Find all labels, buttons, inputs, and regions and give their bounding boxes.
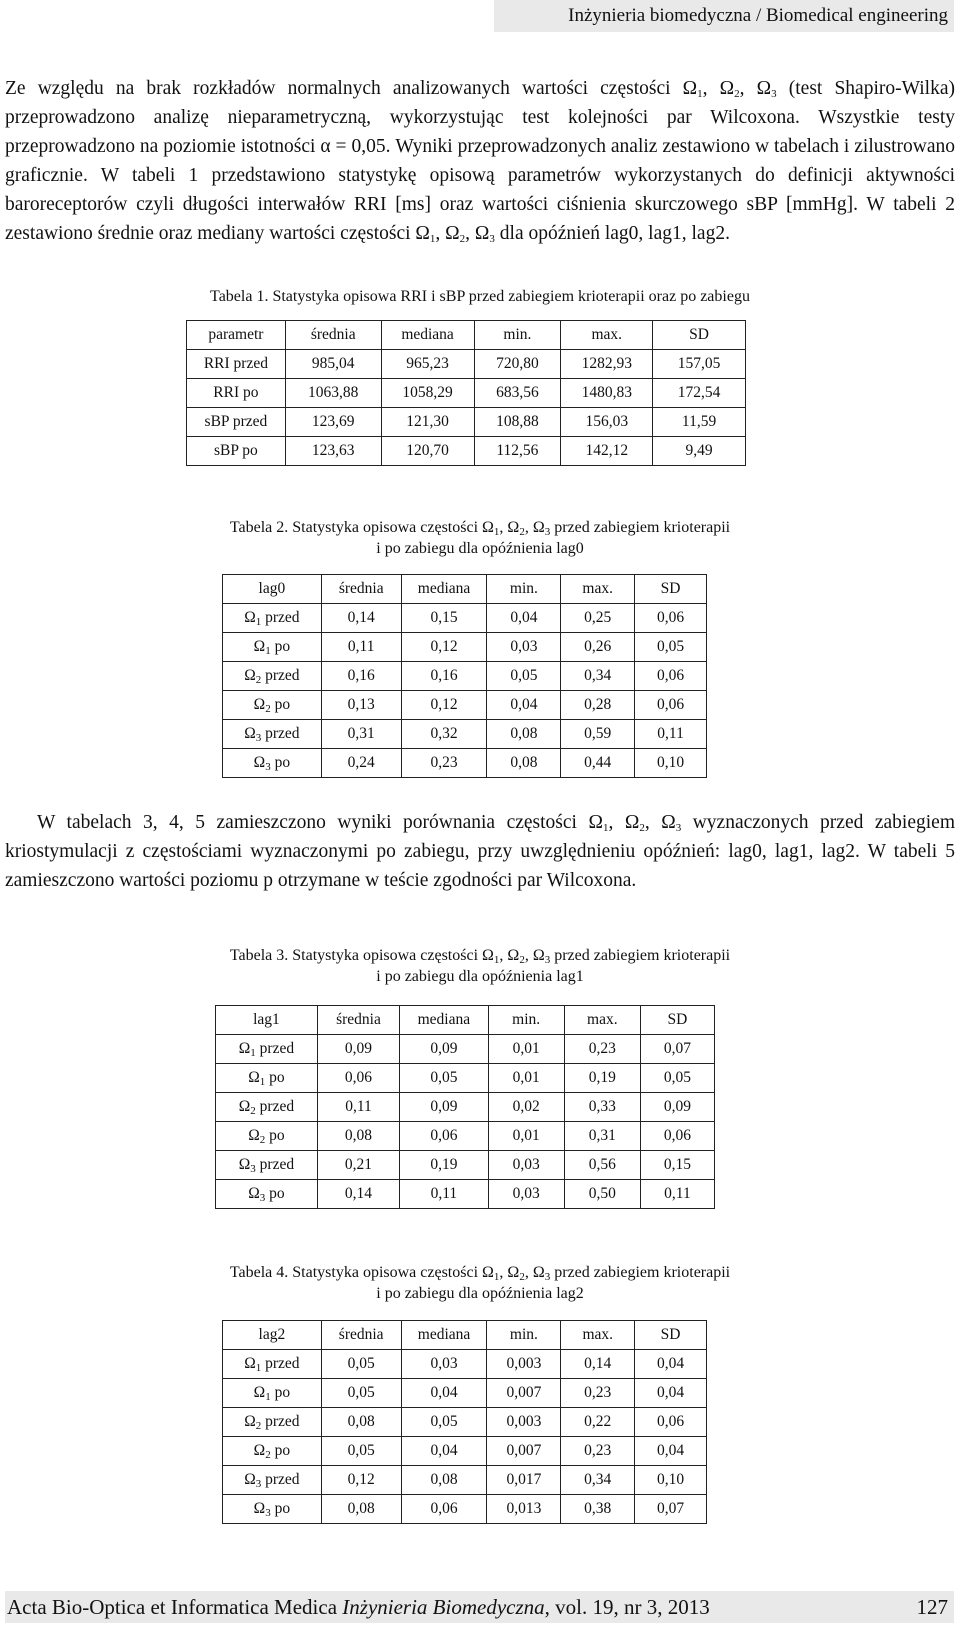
table-cell: 0,003 [487,1350,561,1379]
table-cell: 0,01 [488,1035,564,1064]
table-header-cell: średnia [317,1006,399,1035]
table-cell: 0,01 [488,1122,564,1151]
table-header-cell: min. [487,575,561,604]
table-header-cell: max. [561,575,635,604]
table-cell: 0,11 [635,720,707,749]
row-label: $\Omega_3$ po [223,749,322,778]
table-cell: 0,21 [317,1151,399,1180]
paragraph-text: Ze względu na brak rozkładów normalnych analizowanych wartości częstości $\Omega_1$, $\Omega_2$, $\Omega_3$ (test Shapiro-Wilka) przeprowadzono analizę nieparametryczną, wykorzystując test kolejności par Wilcoxona. Wszystkie testy przeprowadzono na poziomie istotności α = 0,05. Wyniki przeprowadzonych analiz zestawiono w tabelach i zilustrowano graficznie. W tabeli 1 przedstawiono statystykę opisową parametrów wykorzystanych do definicji aktywności baroreceptorów czyli długości interwałów RRI [ms] oraz wartości ciśnienia skurczowego sBP [mmHg]. W tabeli 2 zestawiono średnie oraz mediany wartości częstości $\Omega_1$, $\Omega_2$, $\Omega_3$ dla opóźnień lag0, lag1, lag2. [5,78,955,245]
table-header-cell: lag1 [216,1006,318,1035]
table-cell: 0,34 [561,1466,635,1495]
table-row [216,1151,715,1180]
table-row [187,350,746,379]
row-label: $\Omega_1$ przed [223,604,322,633]
row-label: $\Omega_1$ przed [223,1350,322,1379]
table-header-cell: mediana [401,1321,487,1350]
table-cell: 0,31 [321,720,401,749]
table-cell: 0,05 [487,662,561,691]
table-cell: 0,31 [564,1122,640,1151]
table-cell: 1063,88 [285,379,381,408]
table-cell: 0,06 [635,604,707,633]
table-header-cell: lag2 [223,1321,322,1350]
table-header-cell: średnia [321,575,401,604]
table-header-cell: SD [635,1321,707,1350]
body-paragraph-2 [5,808,955,895]
table-row [223,1437,707,1466]
table-cell: 0,003 [487,1408,561,1437]
table-cell: 172,54 [653,379,746,408]
table-cell: 123,69 [285,408,381,437]
table-cell: 0,01 [488,1064,564,1093]
table-header-cell: SD [653,321,746,350]
table-header-row [223,575,707,604]
table-cell: 0,11 [640,1180,714,1209]
table-header-cell: max. [561,1321,635,1350]
table-cell: 0,06 [640,1122,714,1151]
table-cell: 0,04 [635,1437,707,1466]
table-3 [215,1005,715,1209]
table-cell: 0,12 [321,1466,401,1495]
table-row [223,604,707,633]
body-paragraph-1 [5,74,955,248]
table-cell: 0,34 [561,662,635,691]
table-cell: 0,04 [635,1379,707,1408]
table-cell: 0,24 [321,749,401,778]
row-label: sBP po [187,437,286,466]
table-header-cell: mediana [381,321,474,350]
table-cell: 0,06 [317,1064,399,1093]
page-number: 127 [916,1595,948,1619]
table-header-cell: min. [488,1006,564,1035]
table-cell: 0,013 [487,1495,561,1524]
table-cell: 0,04 [487,604,561,633]
table-row [223,749,707,778]
table-cell: 0,12 [401,633,487,662]
table-4 [222,1320,707,1524]
table-cell: 0,08 [317,1122,399,1151]
table-cell: 0,06 [635,662,707,691]
row-label: $\Omega_3$ po [223,1495,322,1524]
table-cell: 1058,29 [381,379,474,408]
table-cell: 0,06 [635,1408,707,1437]
table-cell: 142,12 [561,437,653,466]
table-cell: 0,07 [635,1495,707,1524]
table-row [216,1180,715,1209]
table-cell: 0,16 [401,662,487,691]
table-cell: 0,017 [487,1466,561,1495]
row-label: RRI po [187,379,286,408]
table-cell: 0,09 [640,1093,714,1122]
table-header-cell: min. [487,1321,561,1350]
table-header-cell: parametr [187,321,286,350]
table-cell: 0,08 [487,749,561,778]
table-2-caption: Tabela 2. Statystyka opisowa częstości $\Omega_1$, $\Omega_2$, $\Omega_3$ przed zabiegiem krioterapii i po zabiegu dla opóźnienia lag0 [229,519,731,557]
row-label: RRI przed [187,350,286,379]
table-cell: 0,44 [561,749,635,778]
table-cell: 0,09 [317,1035,399,1064]
table-cell: 0,12 [401,691,487,720]
table-cell: 0,50 [564,1180,640,1209]
row-label: $\Omega_1$ po [216,1064,318,1093]
table-row [223,1495,707,1524]
table-row [187,408,746,437]
table-cell: 0,04 [635,1350,707,1379]
table-header-cell: średnia [285,321,381,350]
table-cell: 0,59 [561,720,635,749]
table-header-row [216,1006,715,1035]
footer-citation: Acta Bio-Optica et Informatica Medica Inżynieria Biomedyczna, vol. 19, nr 3, 2013 [7,1595,710,1619]
table-cell: 9,49 [653,437,746,466]
table-header-cell: mediana [400,1006,488,1035]
running-header [494,0,954,32]
table-cell: 0,14 [321,604,401,633]
row-label: $\Omega_1$ po [223,1379,322,1408]
table-cell: 720,80 [474,350,561,379]
table-3-caption: Tabela 3. Statystyka opisowa częstości $\Omega_1$, $\Omega_2$, $\Omega_3$ przed zabiegiem krioterapii i po zabiegu dla opóźnienia lag1 [229,947,731,985]
table-cell: 0,08 [321,1408,401,1437]
table-cell: 0,007 [487,1437,561,1466]
row-label: $\Omega_2$ po [216,1122,318,1151]
table-cell: 0,23 [561,1437,635,1466]
table-cell: 0,03 [488,1180,564,1209]
table-2 [222,574,707,778]
table-cell: 123,63 [285,437,381,466]
table-cell: 0,10 [635,1466,707,1495]
table-header-cell: max. [564,1006,640,1035]
table-cell: 0,14 [561,1350,635,1379]
table-row [187,379,746,408]
row-label: sBP przed [187,408,286,437]
table-row [223,1350,707,1379]
row-label: $\Omega_3$ przed [223,1466,322,1495]
table-cell: 0,19 [564,1064,640,1093]
table-cell: 0,05 [635,633,707,662]
table-cell: 985,04 [285,350,381,379]
table-cell: 0,23 [561,1379,635,1408]
table-cell: 0,08 [401,1466,487,1495]
table-cell: 0,05 [321,1379,401,1408]
table-cell: 0,38 [561,1495,635,1524]
table-cell: 157,05 [653,350,746,379]
table-header-row [187,321,746,350]
table-1 [186,320,746,466]
table-cell: 0,05 [400,1064,488,1093]
row-label: $\Omega_3$ przed [216,1151,318,1180]
table-row [223,1379,707,1408]
table-row [223,1466,707,1495]
table-row [223,662,707,691]
table-cell: 0,25 [561,604,635,633]
table-cell: 0,19 [400,1151,488,1180]
table-1-caption: Tabela 1. Statystyka opisowa RRI i sBP przed zabiegiem krioterapii oraz po zabiegu [210,288,750,305]
table-cell: 0,16 [321,662,401,691]
table-header-cell: SD [640,1006,714,1035]
table-header-cell: max. [561,321,653,350]
table-cell: 0,15 [640,1151,714,1180]
table-cell: 0,04 [401,1379,487,1408]
table-header-row [223,1321,707,1350]
table-cell: 965,23 [381,350,474,379]
table-cell: 121,30 [381,408,474,437]
table-row [223,1408,707,1437]
table-cell: 11,59 [653,408,746,437]
table-cell: 156,03 [561,408,653,437]
table-cell: 0,56 [564,1151,640,1180]
table-cell: 0,22 [561,1408,635,1437]
table-row [216,1122,715,1151]
table-cell: 0,10 [635,749,707,778]
row-label: $\Omega_1$ przed [216,1035,318,1064]
table-cell: 108,88 [474,408,561,437]
running-header-title: Inżynieria biomedyczna / Biomedical engineering [568,5,948,26]
table-cell: 0,06 [635,691,707,720]
table-cell: 0,03 [488,1151,564,1180]
table-cell: 0,28 [561,691,635,720]
table-cell: 0,02 [488,1093,564,1122]
table-row [216,1064,715,1093]
table-row [223,720,707,749]
paragraph-text: W tabelach 3, 4, 5 zamieszczono wyniki porównania częstości $\Omega_1$, $\Omega_2$, $\Omega_3$ wyznaczonych przed zabiegiem kriostymulacji z częstościami wyznaczonymi po zabiegu, przy uwzględnieniu opóźnień: lag0, lag1, lag2. W tabeli 5 zamieszczono wartości poziomu p otrzymane w teście zgodności par Wilcoxona. [5,812,955,891]
table-row [187,437,746,466]
table-cell: 120,70 [381,437,474,466]
table-cell: 0,11 [400,1180,488,1209]
row-label: $\Omega_3$ po [216,1180,318,1209]
table-cell: 0,26 [561,633,635,662]
table-row [216,1093,715,1122]
table-cell: 0,03 [401,1350,487,1379]
table-cell: 0,06 [400,1122,488,1151]
table-4-caption: Tabela 4. Statystyka opisowa częstości $\Omega_1$, $\Omega_2$, $\Omega_3$ przed zabiegiem krioterapii i po zabiegu dla opóźnienia lag2 [229,1264,731,1302]
table-cell: 0,23 [564,1035,640,1064]
row-label: $\Omega_3$ przed [223,720,322,749]
running-footer [5,1591,954,1623]
table-row [216,1035,715,1064]
table-cell: 0,08 [487,720,561,749]
table-header-cell: SD [635,575,707,604]
table-row [223,633,707,662]
table-cell: 0,05 [640,1064,714,1093]
row-label: $\Omega_2$ po [223,1437,322,1466]
table-cell: 0,15 [401,604,487,633]
table-cell: 683,56 [474,379,561,408]
table-cell: 0,06 [401,1495,487,1524]
table-cell: 0,07 [640,1035,714,1064]
table-cell: 0,14 [317,1180,399,1209]
table-header-cell: średnia [321,1321,401,1350]
row-label: $\Omega_2$ przed [223,1408,322,1437]
table-cell: 112,56 [474,437,561,466]
table-cell: 0,05 [321,1350,401,1379]
table-cell: 0,007 [487,1379,561,1408]
table-cell: 0,09 [400,1093,488,1122]
row-label: $\Omega_2$ przed [223,662,322,691]
table-header-cell: lag0 [223,575,322,604]
table-cell: 0,09 [400,1035,488,1064]
row-label: $\Omega_2$ po [223,691,322,720]
row-label: $\Omega_1$ po [223,633,322,662]
table-cell: 0,05 [401,1408,487,1437]
table-cell: 0,13 [321,691,401,720]
table-cell: 0,04 [401,1437,487,1466]
table-row [223,691,707,720]
table-cell: 0,11 [321,633,401,662]
row-label: $\Omega_2$ przed [216,1093,318,1122]
table-cell: 0,08 [321,1495,401,1524]
table-cell: 0,32 [401,720,487,749]
table-cell: 0,04 [487,691,561,720]
table-cell: 0,03 [487,633,561,662]
table-header-cell: min. [474,321,561,350]
table-header-cell: mediana [401,575,487,604]
table-cell: 0,23 [401,749,487,778]
table-cell: 0,11 [317,1093,399,1122]
table-cell: 1282,93 [561,350,653,379]
table-cell: 0,05 [321,1437,401,1466]
table-cell: 1480,83 [561,379,653,408]
table-cell: 0,33 [564,1093,640,1122]
